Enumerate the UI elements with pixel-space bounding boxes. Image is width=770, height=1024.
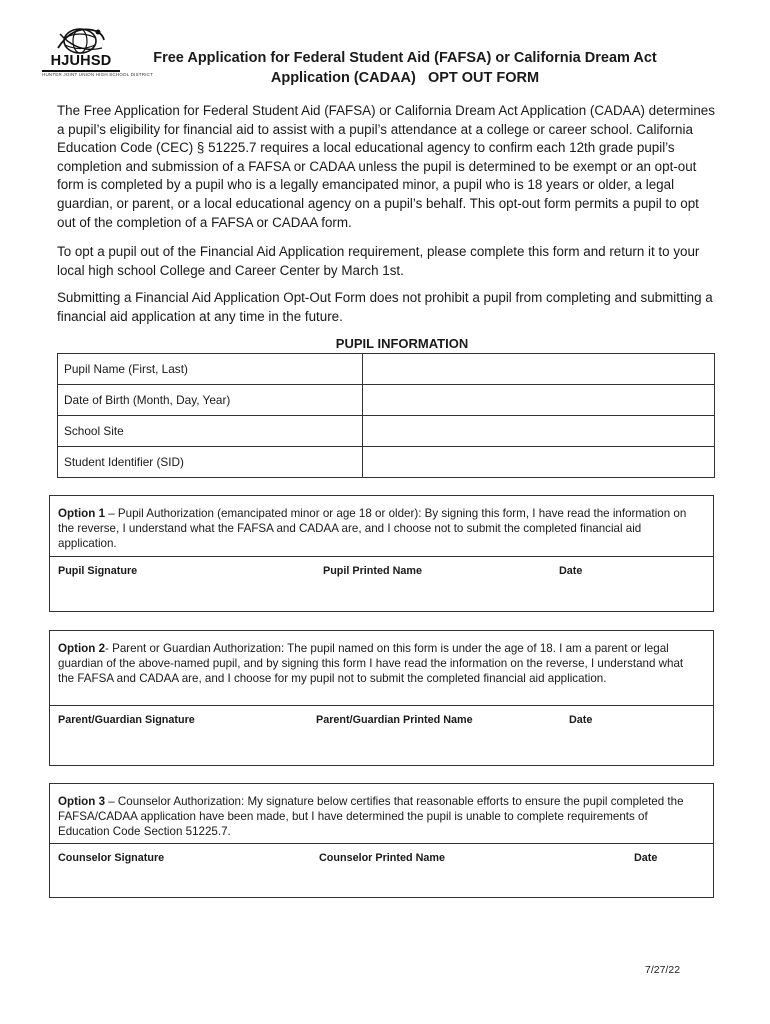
option-2-text — [58, 641, 698, 686]
pupil-name-label: Pupil Name (First, Last) — [58, 354, 363, 385]
option-3-divider — [50, 843, 713, 844]
parent-printed-name-field[interactable]: Parent/Guardian Printed Name — [316, 714, 473, 726]
form-title-line-2: Application (CADAA) OPT OUT FORM — [270, 70, 540, 86]
option-2-description: - Parent or Guardian Authorization: The pupil named on this form is under the age of 18. I am a parent or legal guardian of the above-named pupil, and by signing this form I have read the information on the reverse, I understand what the FAFSA and CADAA are, and I choose for my pupil not to submit the completed financial aid application. — [58, 642, 684, 685]
district-logo — [40, 26, 154, 78]
pupil-printed-name-field[interactable]: Pupil Printed Name — [323, 565, 422, 577]
logo-name: HJUHSD — [50, 53, 112, 69]
parent-date-field[interactable]: Date — [569, 714, 593, 726]
pupil-date-field[interactable]: Date — [559, 565, 583, 577]
counselor-printed-name-field[interactable]: Counselor Printed Name — [319, 852, 445, 864]
pupil-name-field[interactable] — [363, 354, 715, 385]
school-site-label: School Site — [58, 416, 363, 447]
date-of-birth-field[interactable] — [363, 385, 715, 416]
option-1-box — [49, 495, 714, 612]
instructions-paragraph: To opt a pupil out of the Financial Aid Application requirement, please complete this form and return it to your local high school College and Career Center by March 1st. — [57, 244, 700, 278]
table-row — [58, 447, 715, 478]
revision-date: 7/27/22 — [645, 964, 681, 976]
table-row — [58, 354, 715, 385]
option-2-box — [49, 630, 714, 766]
counselor-date-field[interactable]: Date — [634, 852, 658, 864]
student-id-label: Student Identifier (SID) — [58, 447, 363, 478]
form-title — [120, 48, 690, 88]
option-3-title: Option 3 — [58, 795, 106, 808]
option-2-divider — [50, 705, 713, 706]
option-1-text — [58, 506, 698, 551]
pupil-signature-field[interactable]: Pupil Signature — [58, 565, 138, 577]
option-3-box — [49, 783, 714, 898]
logo-tagline: HUNTER JOINT UNION HIGH SCHOOL DISTRICT — [42, 72, 154, 77]
disclaimer-paragraph: Submitting a Financial Aid Application Opt-Out Form does not prohibit a pupil from completing and submitting a financial aid application at any time in the future. — [57, 290, 713, 324]
parent-signature-field[interactable]: Parent/Guardian Signature — [58, 714, 195, 726]
option-1-description: – Pupil Authorization (emancipated minor or age 18 or older): By signing this form, I have read the information on the reverse, I understand what the FAFSA and CADAA are, and I choose not to submit the completed financial aid application. — [58, 507, 687, 550]
counselor-signature-field[interactable]: Counselor Signature — [58, 852, 165, 864]
option-3-text — [58, 794, 698, 839]
option-2-title: Option 2 — [58, 642, 106, 655]
option-3-description: – Counselor Authorization: My signature below certifies that reasonable efforts to ensure the pupil completed the FAFSA/CADAA application have been made, but I have determined the pupil is unable to complete requirements of Education Code Section 51225.7. — [58, 795, 684, 838]
date-of-birth-label: Date of Birth (Month, Day, Year) — [58, 385, 363, 416]
option-1-divider — [50, 556, 713, 557]
form-title-line-1: Free Application for Federal Student Aid (FAFSA) or California Dream Act — [153, 50, 657, 66]
pupil-info-table — [57, 353, 715, 478]
table-row — [58, 385, 715, 416]
school-site-field[interactable] — [363, 416, 715, 447]
intro-paragraph: The Free Application for Federal Student Aid (FAFSA) or California Dream Act Application (CADAA) determines a pupil’s eligibility for financial aid to assist with a pupil’s attendance at a college or career school. California Education Code (CEC) § 51225.7 requires a local educational agency to confirm each 12th grade pupil’s completion and submission of a FAFSA or CADAA unless the pupil is determined to be exempt or an opt-out form is completed by a pupil who is a legally emancipated minor, a pupil who is 18 years or older, a legal guardian, or parent, or a local educational agency on a pupil’s behalf. This opt-out form permits a pupil to opt out of the completion of a FAFSA or CADAA form. — [57, 103, 715, 230]
pupil-info-heading: PUPIL INFORMATION — [335, 336, 469, 351]
table-row — [58, 416, 715, 447]
student-id-field[interactable] — [363, 447, 715, 478]
option-1-title: Option 1 — [58, 507, 106, 520]
globe-icon — [40, 26, 122, 56]
